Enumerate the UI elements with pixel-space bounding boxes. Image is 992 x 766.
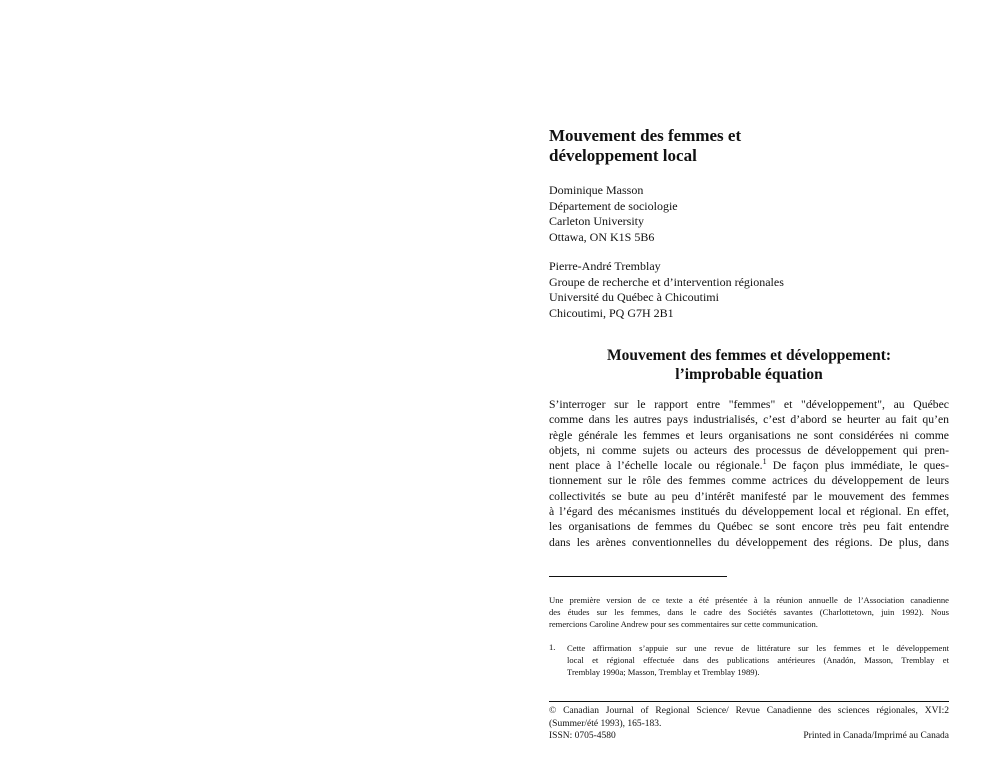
body-line: règle générale les femmes et leurs organisations ne sont considérées ni comme [549,428,949,442]
footnote-line: des études sur les femmes, dans le cadre des Sociétés savantes (Charlottetown, juin 1992). Nous [549,607,949,617]
body-line: à l’égard des mécanismes institués du développement local et régional. En effet, [549,505,949,519]
journal-citation [549,705,949,743]
citation-line: (Summer/été 1993), 165-183. [549,718,662,729]
printed-in: Printed in Canada/Imprimé au Canada [803,731,949,741]
section-heading-line: Mouvement des femmes et développement: [606,347,892,364]
body-line-segment: nent place à l’échelle locale ou régionale. [549,459,763,473]
body-line: S’interroger sur le rapport entre "femmes" et "développement", au Québec [549,398,949,411]
author-2-block [549,259,784,321]
issn: ISSN: 0705-4580 [549,731,616,741]
author-1-department: Département de sociologie [549,198,678,213]
footnote-1 [567,642,949,678]
footnote-line: Cette affirmation s’appuie sur une revue de littérature sur les femmes et le développement [567,643,949,653]
author-1-name: Dominique Masson [549,183,644,197]
body-line: les organisations de femmes du Québec se sont encore très peu fait entendre [549,520,949,534]
section-heading [549,346,949,384]
author-1-address: Ottawa, ON K1S 5B6 [549,229,655,244]
citation-footer-row [549,730,949,743]
footnote-marker[interactable]: 1 [762,458,767,467]
body-line: comme dans les autres pays industrialisés, c’est d’abord se heurter au fait qu’en [549,413,949,427]
author-2-address: Chicoutimi, PQ G7H 2B1 [549,305,674,320]
author-1-university: Carleton University [549,214,644,228]
body-line-segment: De façon plus immédiate, le ques- [772,459,949,473]
author-2-university: Université du Québec à Chicoutimi [549,290,719,304]
body-paragraph [549,397,949,550]
article-title-line: développement local [549,146,697,165]
footnote-line: remercions Caroline Andrew pour ses commentaires sur cette communication. [549,619,818,629]
footnote-line: Une première version de ce texte a été présentée à la réunion annuelle de l’Association canadienne [549,595,949,605]
footnote-line: Tremblay 1990a; Masson, Tremblay et Tremblay 1989). [567,667,760,677]
author-1-block [549,183,678,245]
footnote-1-number: 1. [549,642,556,652]
footnote-divider [549,576,727,577]
acknowledgement-footnote [549,594,949,630]
citation-divider [549,701,949,702]
author-2-group: Groupe de recherche et d’intervention régionales [549,274,784,289]
body-line: tionnement sur le rôle des femmes comme actrices du développement de leurs [549,474,949,488]
citation-line: © Canadian Journal of Regional Science/ Revue Canadienne des sciences régionales, XVI:2 [549,706,949,716]
author-2-name: Pierre-André Tremblay [549,259,661,273]
article-title [549,126,949,166]
body-line: collectivités se bute au peu d’intérêt manifesté par le mouvement des femmes [549,489,949,503]
body-line [549,458,949,473]
body-line: objets, ni comme sujets ou acteurs des processus de développement qui pren- [549,443,949,457]
footnote-line: local et régional effectuée dans des publications antérieures (Anadón, Masson, Tremblay et [567,655,949,665]
section-heading-line: l’improbable équation [675,366,823,383]
body-line: dans les arènes conventionnelles du développement des régions. De plus, dans [549,535,949,549]
article-title-line: Mouvement des femmes et [549,126,742,145]
